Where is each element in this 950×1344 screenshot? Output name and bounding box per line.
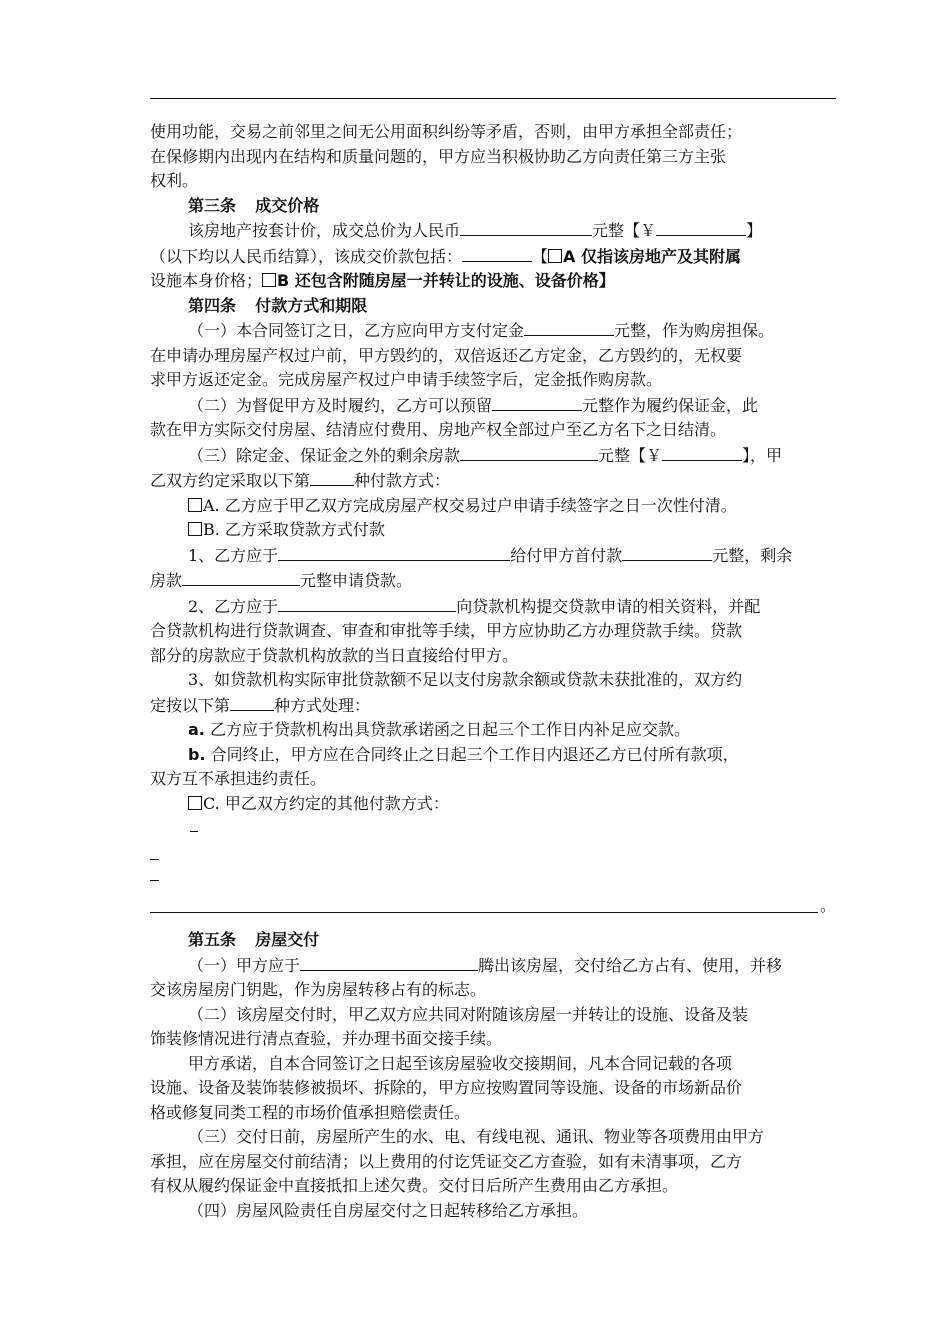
other-payment-method-field[interactable] xyxy=(150,894,838,918)
payment-option-b xyxy=(150,518,838,543)
text: 腾出该房屋，交付给乙方占有、使用，并移 xyxy=(478,955,783,975)
loan-amount-field[interactable] xyxy=(182,568,300,586)
fallback-option-b xyxy=(150,743,838,768)
header-rule xyxy=(150,98,836,99)
fallback-method-field[interactable] xyxy=(230,693,274,711)
loan-fallback-line xyxy=(150,693,838,719)
text: 元整，剩余 xyxy=(712,545,793,565)
article-number: 第四条 xyxy=(188,295,237,315)
blank-line[interactable] xyxy=(150,816,838,844)
payment-c-checkbox[interactable] xyxy=(188,796,202,810)
text: 给付甲方首付款 xyxy=(510,545,623,565)
text: 元整，作为购房担保。 xyxy=(614,321,775,340)
text: （一）甲方应于 xyxy=(188,955,301,975)
payment-b-label: B. 乙方采取贷款方式付款 xyxy=(203,520,385,539)
article-4-heading xyxy=(150,294,838,319)
blank-line[interactable] xyxy=(150,872,838,894)
paragraph-line: 双方互不承担违约责任。 xyxy=(150,769,327,788)
text: 合同终止，甲方应在合同终止之日起三个工作日内退还乙方已付所有款项， xyxy=(210,744,739,764)
payment-a-label: A. 乙方应于甲乙双方完成房屋产权交易过户申请手续签字之日一次性付清。 xyxy=(203,495,737,515)
text: 种付款方式： xyxy=(354,471,451,490)
fallback-option-a xyxy=(150,718,838,743)
text: 向贷款机构提交贷款申请的相关资料，并配 xyxy=(456,596,761,616)
option-a-label: A 仅指该房地产及其附属 xyxy=(563,246,741,266)
payment-a-checkbox[interactable] xyxy=(188,498,202,512)
option-mark: a. xyxy=(188,720,205,739)
article-3-includes-line xyxy=(150,244,838,270)
guarantee-line xyxy=(150,393,838,419)
loan-application-date-field[interactable] xyxy=(278,594,456,612)
blank-line[interactable] xyxy=(150,844,838,872)
paragraph-line: 有权从履约保证金中直接抵扣上述欠费。交付日后所产生费用由乙方承担。 xyxy=(150,1176,679,1195)
text: 1、乙方应于 xyxy=(188,545,279,565)
text: 乙方应于贷款机构出具贷款承诺函之日起三个工作日内补足应交款。 xyxy=(209,720,690,739)
payment-method-field[interactable] xyxy=(310,468,354,486)
text: 。 xyxy=(820,896,837,915)
paragraph-line: 求甲方返还定金。完成房屋产权过户申请手续签字后，定金抵作购房款。 xyxy=(150,370,663,389)
paragraph-line: 交该房屋房门钥匙，作为房屋转移占有的标志。 xyxy=(150,980,487,999)
contract-page xyxy=(150,120,838,1223)
paragraph-line: 饰装修情况进行清点查验，并办理书面交接手续。 xyxy=(150,1029,503,1048)
text: 该房地产按套计价，成交总价为人民币 xyxy=(188,221,461,240)
loan-item-2 xyxy=(150,594,838,620)
remaining-figure-field[interactable] xyxy=(662,443,742,461)
handover-date-line xyxy=(150,953,838,979)
total-price-field[interactable] xyxy=(460,218,592,236)
loan-item-1-cont xyxy=(150,568,838,594)
paragraph-line: （四）房屋风险责任自房屋交付之日起转移给乙方承担。 xyxy=(188,1200,589,1220)
text: 】，甲 xyxy=(742,445,783,465)
text: 2、乙方应于 xyxy=(188,596,279,616)
text: 元整【￥ xyxy=(592,221,657,240)
remaining-line xyxy=(150,443,838,469)
text: 定按以下第 xyxy=(150,695,231,715)
text: 房款 xyxy=(150,571,183,590)
text: （以下均以人民币结算），该成交价款包括： xyxy=(150,246,463,266)
down-payment-amount-field[interactable] xyxy=(622,543,712,561)
article-title: 房屋交付 xyxy=(255,930,320,949)
intro-line: 权利。 xyxy=(150,171,199,190)
paragraph-line: （三）交付日前，房屋所产生的水、电、有线电视、通讯、物业等各项费用由甲方 xyxy=(188,1127,765,1146)
payment-c-label: C. 甲乙双方约定的其他付款方式： xyxy=(203,793,449,813)
article-number: 第五条 xyxy=(188,930,237,949)
text: 种方式处理： xyxy=(274,695,371,715)
remaining-amount-field[interactable] xyxy=(460,443,598,461)
payment-b-checkbox[interactable] xyxy=(188,522,202,536)
paragraph-line: 格或修复同类工程的市场价值承担赔偿责任。 xyxy=(150,1102,471,1122)
deposit-amount-field[interactable] xyxy=(524,318,614,336)
option-a-checkbox[interactable] xyxy=(548,249,562,263)
down-payment-date-field[interactable] xyxy=(278,543,510,561)
deposit-line xyxy=(150,318,838,344)
payment-choice-line xyxy=(150,468,838,494)
text: 乙双方约定采取以下第 xyxy=(150,471,311,490)
text: 元整申请贷款。 xyxy=(300,571,413,590)
paragraph-line: 款在甲方实际交付房屋、结清应付费用、房地产权全部过户至乙方名下之日结清。 xyxy=(150,420,727,439)
paragraph-line: 合贷款机构进行贷款调查、审查和审批等手续，甲方应协助乙方办理贷款手续。贷款 xyxy=(150,621,743,640)
total-price-figure-field[interactable] xyxy=(656,218,746,236)
text: 】 xyxy=(746,221,763,240)
loan-item-1 xyxy=(150,543,838,569)
price-includes-field[interactable] xyxy=(462,244,532,262)
text: （一）本合同签订之日，乙方应向甲方支付定金 xyxy=(188,321,525,340)
paragraph-line: 在申请办理房屋产权过户前，甲方毁约的，双倍返还乙方定金，乙方毁约的，无权要 xyxy=(150,345,743,365)
option-mark: b. xyxy=(188,744,206,764)
article-3-option-line xyxy=(150,269,838,294)
guarantee-amount-field[interactable] xyxy=(492,393,582,411)
option-b-checkbox[interactable] xyxy=(262,273,276,287)
payment-option-a xyxy=(150,494,838,519)
text: 【 xyxy=(532,246,549,266)
article-title: 付款方式和期限 xyxy=(255,295,368,315)
text: （三）除定金、保证金之外的剩余房款 xyxy=(188,445,461,465)
article-number: 第三条 xyxy=(188,195,237,215)
text: 元整【￥ xyxy=(598,445,663,465)
paragraph-line: 承担，应在房屋交付前结清；以上费用的付讫凭证交乙方查验，如有未清事项，乙方 xyxy=(150,1151,743,1171)
paragraph-line: 甲方承诺，自本合同签订之日起至该房屋验收交接期间，凡本合同记载的各项 xyxy=(188,1053,733,1073)
article-3-heading xyxy=(150,194,838,219)
text: 设施本身价格； xyxy=(150,271,263,290)
paragraph-line: 设施、设备及装饰装修被损坏、拆除的，甲方应按购置同等设施、设备的市场新品价 xyxy=(150,1078,743,1097)
paragraph-line: （二）该房屋交付时，甲乙双方应共同对附随该房屋一并转让的设施、设备及装 xyxy=(188,1004,749,1024)
intro-line: 使用功能，交易之前邻里之间无公用面积纠纷等矛盾，否则，由甲方承担全部责任； xyxy=(150,122,743,141)
text: （二）为督促甲方及时履约，乙方可以预留 xyxy=(188,395,493,415)
intro-line: 在保修期内出现内在结构和质量问题的，甲方应当积极协助乙方向责任第三方主张 xyxy=(150,146,727,166)
option-b-label: B 还包含附随房屋一并转让的设施、设备价格】 xyxy=(277,271,615,290)
handover-date-field[interactable] xyxy=(300,953,478,971)
payment-option-c xyxy=(150,792,838,817)
article-3-price-line xyxy=(150,218,838,244)
paragraph-line: 部分的房款应于贷款机构放款的当日直接给付甲方。 xyxy=(150,645,519,665)
paragraph-line: 3、如贷款机构实际审批贷款额不足以支付房款余额或贷款未获批准的，双方约 xyxy=(188,670,743,689)
article-title: 成交价格 xyxy=(255,195,320,215)
text: 元整作为履约保证金，此 xyxy=(582,395,759,415)
article-5-heading xyxy=(150,928,838,953)
